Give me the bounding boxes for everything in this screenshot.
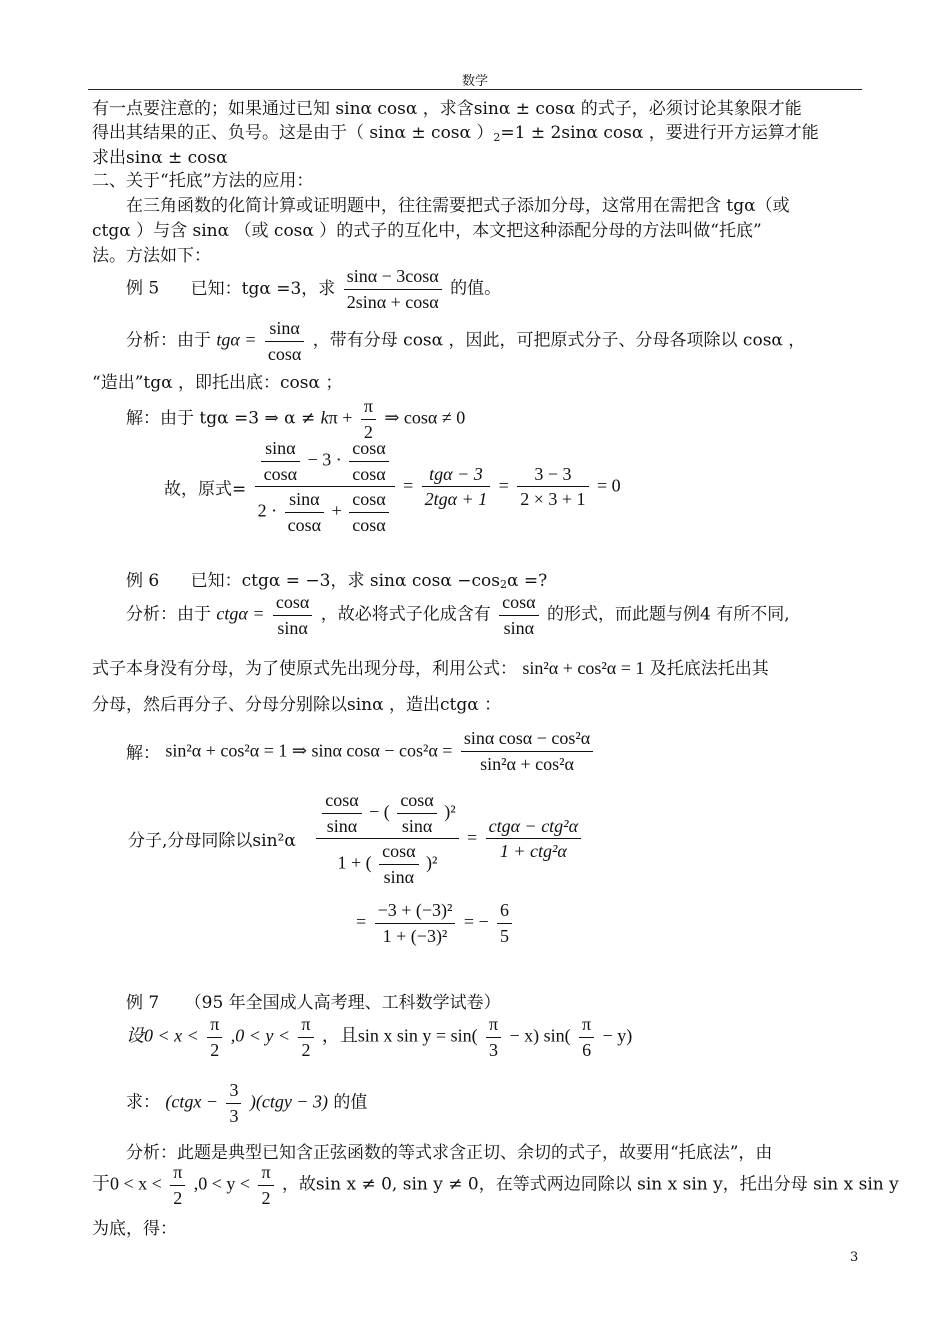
fraction-denominator: sinα [277, 617, 308, 638]
fraction [579, 1014, 594, 1060]
math-expression: ,0 < y < [193, 1173, 251, 1194]
example-6-compound-fraction [128, 790, 584, 888]
example-5-solution [126, 396, 465, 442]
compound-numerator [316, 790, 458, 839]
fraction-denominator: 2 × 3 + 1 [520, 489, 586, 510]
fraction-numerator: π [298, 1014, 313, 1038]
text-span: =1 ± 2sinα cosα ，要进行开方运算才能 [500, 123, 819, 143]
fraction [298, 1014, 313, 1060]
text-line: 在三角函数的化简计算或证明题中，往往需要把式子添加分母，这常用在需把含 tgα（或 [126, 196, 790, 216]
text-line: ctgα ）与含 sinα （或 cosα ）的式子的互化中，本文把这种添配分母的方法叫做“托底” [92, 221, 762, 241]
fraction [273, 592, 312, 638]
text-span: 及托底法托出其 [649, 659, 769, 679]
compound-fraction [255, 438, 395, 536]
fraction [486, 1014, 501, 1060]
math-expression: ，且sin x sin y = sin( [321, 1025, 478, 1046]
example-6-analysis [126, 592, 790, 638]
example-5-compound-fraction [164, 438, 621, 536]
fraction-denominator: sinα [503, 617, 535, 638]
example-6-result [356, 900, 515, 946]
text-line: 分母，然后再分子、分母分别除以sinα ，造出ctgα ： [92, 695, 502, 715]
example-6-solution [126, 728, 596, 774]
fraction-denominator: cosα [287, 515, 322, 536]
math-expression: tgα = [216, 329, 257, 350]
operator: = [403, 475, 414, 496]
fraction-denominator: 2 [301, 1039, 311, 1060]
text-span: ，故sin x ≠ 0, sin y ≠ 0，在等式两边同除以 sin x sin y，托出分母 sin x sin y [281, 1174, 899, 1195]
math-expression: sin²α + cos²α = 1 [522, 658, 645, 678]
operator: = [356, 911, 367, 932]
fraction [397, 790, 436, 836]
fraction-numerator: ctgα − ctg²α [486, 816, 581, 840]
fraction-denominator: 1 + (−3)² [382, 925, 448, 946]
fraction-denominator: 6 [582, 1039, 592, 1060]
fraction-denominator: sinα [326, 815, 358, 836]
example-5-statement [126, 266, 501, 312]
fraction-denominator: cosα [352, 463, 386, 484]
text-span: 式子本身没有分母，为了使原式先出现分母，利用公式： [92, 659, 517, 679]
text-line: “造出”tgα ，即托出底：cosα ； [92, 373, 343, 393]
fraction-numerator: π [170, 1162, 185, 1186]
fraction [265, 318, 304, 364]
fraction [499, 592, 538, 638]
fraction-numerator: 3 − 3 [517, 464, 588, 488]
fraction-denominator: 1 + ctg²α [499, 841, 567, 862]
operator: + [331, 500, 342, 521]
operator: 2 · [257, 500, 278, 521]
fraction-numerator: 3 [226, 1080, 241, 1104]
text-span: 分析：由于 [126, 330, 211, 351]
fraction-numerator: cosα [273, 592, 312, 616]
fraction-denominator: 2tgα + 1 [424, 489, 488, 510]
text-span: 的值 [333, 1092, 368, 1113]
text-line: 有一点要注意的；如果通过已知 sinα cosα ，求含sinα ± cosα 的式子，必须讨论其象限才能 [92, 99, 802, 119]
fraction-denominator: 2 [363, 421, 373, 442]
header-rule [88, 89, 862, 90]
math-expression: π + [328, 407, 353, 428]
fraction-denominator: 5 [500, 925, 510, 946]
fraction-denominator: cosα [267, 343, 302, 364]
fraction [422, 464, 491, 510]
fraction-numerator: sinα − 3cosα [344, 266, 442, 290]
text-span: 解： [126, 743, 160, 764]
compound-denominator [316, 839, 458, 887]
text-line [92, 118, 819, 144]
example-label: 例 6 [126, 571, 160, 591]
text-span: α =? [506, 571, 548, 591]
compound-numerator [255, 438, 395, 487]
operator: − 3 · [307, 449, 342, 470]
text-line: 求出sinα ± cosα [92, 148, 228, 168]
example-6-statement [126, 566, 547, 591]
math-expression: (ctgx − [165, 1091, 219, 1112]
fraction-numerator: π [258, 1162, 273, 1186]
exponent: 2 [499, 578, 507, 591]
fraction-numerator: cosα [379, 841, 418, 865]
fraction-denominator: cosα [352, 515, 386, 536]
fraction-numerator: π [486, 1014, 501, 1038]
text-span: 解：由于 tgα =3 ⇒ α ≠ [126, 408, 321, 429]
fraction [207, 1014, 222, 1060]
text-span: 求： [126, 1092, 160, 1113]
fraction-denominator: sin²α + cos²α [480, 753, 574, 774]
fraction-numerator: sinα [261, 438, 300, 462]
fraction-numerator: sinα cosα − cos²α [461, 728, 593, 752]
example-7-find [126, 1080, 367, 1126]
fraction [486, 816, 581, 862]
page-number: 3 [850, 1250, 859, 1265]
fraction-denominator: 2 [210, 1039, 220, 1060]
fraction-numerator: −3 + (−3)² [375, 900, 456, 924]
text-span: 的形式，而此题与例4 有所不同, [547, 604, 790, 625]
fraction [285, 489, 324, 535]
fraction [497, 900, 512, 946]
math-expression: )(ctgy − 3) [249, 1091, 328, 1112]
text-span: 已知：ctgα = −3，求 sinα cosα −cos [190, 571, 500, 591]
example-7-analysis [92, 1162, 899, 1208]
compound-denominator [255, 487, 395, 535]
text-line: 法。方法如下： [92, 246, 211, 266]
example-label: 例 5 [126, 278, 160, 299]
fraction-denominator: 3 [489, 1039, 499, 1060]
text-line: 分析：此题是典型已知含正弦函数的等式求含正切、余切的式子，故要用“托底法”，由 [126, 1143, 773, 1163]
math-expression: − x) sin( [509, 1025, 571, 1046]
fraction [261, 438, 300, 484]
fraction-denominator: sinα [383, 867, 415, 888]
text-span: 得出其结果的正、负号。这是由于（ sinα ± cosα ） [92, 123, 494, 143]
text-line: 为底，得： [92, 1219, 177, 1239]
fraction-numerator: 6 [497, 900, 512, 924]
compound-fraction [316, 790, 458, 888]
operator: = 0 [596, 475, 621, 496]
math-expression: ctgα = [216, 603, 265, 624]
fraction [375, 900, 456, 946]
math-expression: ⇒ cosα ≠ 0 [384, 407, 466, 428]
fraction-numerator: cosα [499, 592, 538, 616]
fraction [379, 841, 418, 887]
fraction-denominator: sinα [401, 815, 433, 836]
math-expression: 设0 < x < [126, 1025, 199, 1046]
text-span: 分子,分母同除以sin²α [128, 831, 296, 852]
fraction [258, 1162, 273, 1208]
operator: )² [444, 801, 456, 822]
fraction-denominator: 2 [173, 1187, 183, 1208]
operator: = − [463, 911, 489, 932]
operator: )² [426, 852, 438, 873]
fraction [349, 489, 388, 535]
math-expression: − y) [602, 1025, 633, 1046]
operator: 1 + ( [337, 852, 372, 873]
fraction-numerator: sinα [265, 318, 304, 342]
math-expression: sin²α + cos²α = 1 ⇒ sinα cosα − cos²α = [165, 740, 453, 761]
fraction-numerator: cosα [397, 790, 436, 814]
fraction [517, 464, 588, 510]
section-heading: 二、关于“托底”方法的应用： [92, 171, 314, 191]
fraction-numerator: π [579, 1014, 594, 1038]
fraction [361, 396, 376, 442]
fraction [226, 1080, 241, 1126]
fraction-denominator: 2sinα + cosα [346, 291, 439, 312]
fraction-numerator: sinα [285, 489, 324, 513]
example-5-analysis [126, 318, 805, 364]
operator: = [498, 475, 509, 496]
example-7-heading [126, 988, 501, 1013]
operator: = [467, 827, 478, 848]
exponent: 2 [493, 131, 501, 144]
fraction-numerator: cosα [349, 489, 388, 513]
text-span: ，带有分母 cosα ，因此，可把原式分子、分母各项除以 cosα ， [312, 330, 806, 351]
text-span: 分析：由于 [126, 604, 211, 625]
example-label: 例 7 [126, 993, 160, 1013]
text-span: 故，原式= [164, 479, 247, 500]
text-line [92, 654, 769, 679]
fraction-numerator: π [361, 396, 376, 420]
fraction-denominator: 2 [261, 1187, 271, 1208]
fraction-denominator: cosα [263, 463, 298, 484]
math-expression: ,0 < y < [230, 1025, 290, 1046]
fraction-numerator: cosα [349, 438, 388, 462]
example-tail: 的值。 [450, 278, 502, 299]
text-span: ，故必将式子化成含有 [320, 604, 491, 625]
fraction-denominator: 3 [229, 1105, 239, 1126]
example-7-condition [126, 1014, 632, 1060]
operator: − ( [369, 801, 390, 822]
fraction-numerator: cosα [322, 790, 361, 814]
fraction-numerator: tgα − 3 [422, 464, 491, 488]
example-source: （95 年全国成人高考理、工科数学试卷） [184, 993, 501, 1013]
example-given: 已知：tgα =3，求 [190, 278, 336, 299]
math-expression: 于0 < x < [92, 1173, 162, 1194]
fraction [322, 790, 361, 836]
page-header-title: 数学 [461, 74, 488, 89]
fraction [349, 438, 388, 484]
math-variable: k [320, 407, 329, 428]
fraction [461, 728, 593, 774]
fraction [344, 266, 442, 312]
fraction-numerator: π [207, 1014, 222, 1038]
fraction [170, 1162, 185, 1208]
